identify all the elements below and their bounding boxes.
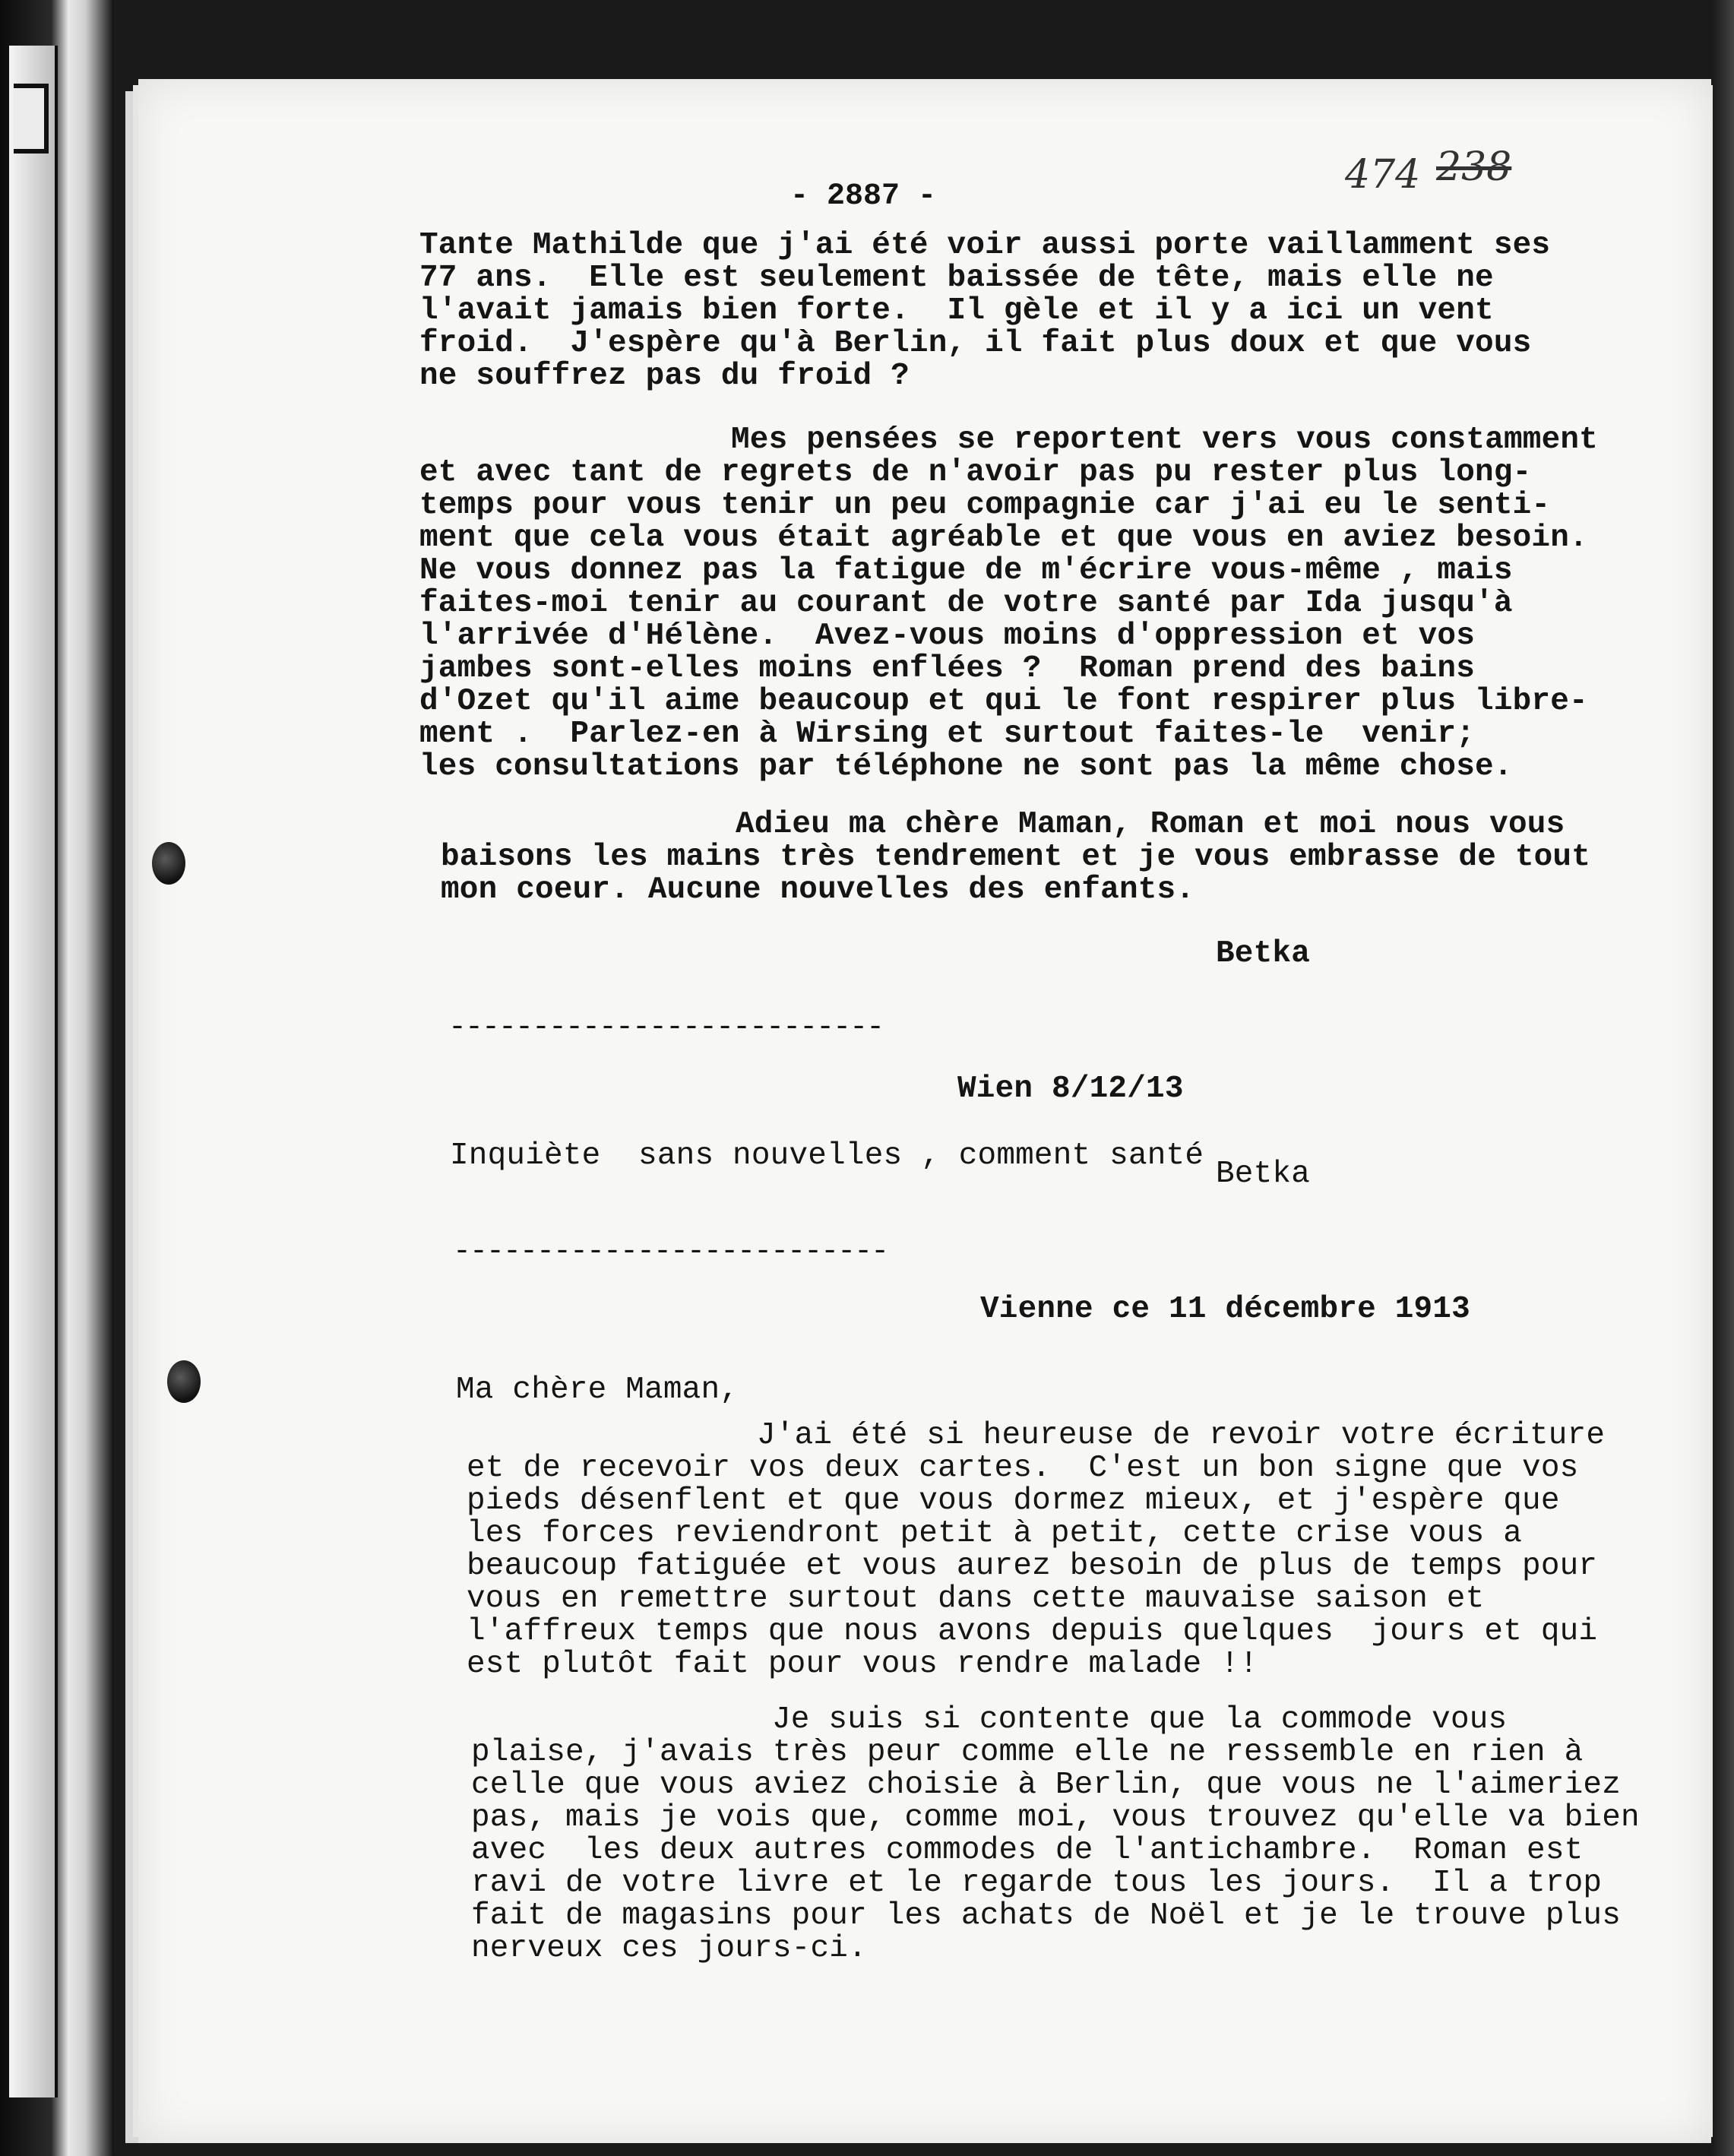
text-line: vous en remettre surtout dans cette mauvaise saison et bbox=[467, 1581, 1485, 1616]
text-line: l'arrivée d'Hélène. Avez-vous moins d'oppression et vos bbox=[419, 619, 1476, 654]
text-line: d'Ozet qu'il aime beaucoup et qui le font respirer plus libre- bbox=[419, 684, 1588, 719]
text-line: pas, mais je vois que, comme moi, vous trouvez qu'elle va bien bbox=[471, 1800, 1640, 1835]
text-line: plaise, j'avais très peur comme elle ne ressemble en rien à bbox=[471, 1735, 1584, 1770]
text-line: Ne vous donnez pas la fatigue de m'écrire vous-même , mais bbox=[419, 553, 1513, 588]
binder-strip bbox=[0, 0, 114, 2156]
separator-rule: -------------------------- bbox=[448, 1011, 884, 1045]
text-line: avec les deux autres commodes de l'antichambre. Roman est bbox=[471, 1833, 1584, 1868]
text-line: ravi de votre livre et le regarde tous les jours. Il a trop bbox=[471, 1866, 1603, 1901]
text-line: fait de magasins pour les achats de Noël et je le trouve plus bbox=[471, 1898, 1622, 1933]
text-line: J'ai été si heureuse de revoir votre écriture bbox=[757, 1418, 1606, 1453]
text-line: beaucoup fatiguée et vous aurez besoin de plus de temps pour bbox=[467, 1549, 1598, 1584]
page-number: - 2887 - bbox=[790, 179, 937, 214]
signature: Betka bbox=[1216, 936, 1311, 971]
telegram-dateline: Wien 8/12/13 bbox=[957, 1072, 1184, 1106]
letter-dateline: Vienne ce 11 décembre 1913 bbox=[980, 1292, 1470, 1327]
separator-rule: -------------------------- bbox=[453, 1235, 888, 1269]
text-line: l'avait jamais bien forte. Il gèle et il y a ici un vent bbox=[419, 293, 1494, 328]
text-line: les forces reviendront petit à petit, cette crise vous a bbox=[467, 1516, 1523, 1551]
text-line: est plutôt fait pour vous rendre malade !! bbox=[467, 1647, 1258, 1682]
text-line: faites-moi tenir au courant de votre santé par Ida jusqu'à bbox=[419, 586, 1513, 621]
salutation: Ma chère Maman, bbox=[456, 1372, 739, 1407]
text-line: Tante Mathilde que j'ai été voir aussi porte vaillamment ses bbox=[419, 228, 1551, 263]
text-line: mon coeur. Aucune nouvelles des enfants. bbox=[441, 872, 1195, 907]
telegram-message: Inquiète sans nouvelles , comment santé bbox=[450, 1138, 1204, 1173]
text-line: baisons les mains très tendrement et je vous embrasse de tout bbox=[441, 840, 1591, 875]
punch-hole bbox=[152, 842, 185, 885]
text-line: l'affreux temps que nous avons depuis quelques jours et qui bbox=[467, 1614, 1598, 1649]
text-line: ment que cela vous était agréable et que vous en aviez besoin. bbox=[419, 521, 1588, 556]
handwritten-page-number: 474 bbox=[1345, 152, 1421, 198]
scan-edge bbox=[1713, 0, 1734, 2156]
binder-clip bbox=[9, 46, 58, 2097]
text-line: pieds désenflent et que vous dormez mieux, et j'espère que bbox=[467, 1483, 1560, 1518]
text-line: Mes pensées se reportent vers vous constamment bbox=[731, 423, 1598, 457]
text-line: nerveux ces jours-ci. bbox=[471, 1931, 867, 1966]
text-line: Je suis si contente que la commode vous bbox=[772, 1702, 1508, 1737]
text-line: les consultations par téléphone ne sont pas la même chose. bbox=[419, 749, 1513, 784]
telegram-signature: Betka bbox=[1216, 1157, 1311, 1192]
text-line: jambes sont-elles moins enflées ? Roman prend des bains bbox=[419, 651, 1476, 686]
text-line: 77 ans. Elle est seulement baissée de tête, mais elle ne bbox=[419, 261, 1494, 296]
text-line: ne souffrez pas du froid ? bbox=[419, 359, 910, 394]
binder-tab bbox=[14, 84, 49, 154]
punch-hole bbox=[167, 1360, 201, 1403]
text-line: ment . Parlez-en à Wirsing et surtout faites-le venir; bbox=[419, 717, 1476, 752]
handwritten-old-page-number: 238 bbox=[1436, 144, 1512, 190]
text-line: et de recevoir vos deux cartes. C'est un bon signe que vos bbox=[467, 1451, 1579, 1486]
text-line: froid. J'espère qu'à Berlin, il fait plus doux et que vous bbox=[419, 326, 1532, 361]
text-line: et avec tant de regrets de n'avoir pas pu rester plus long- bbox=[419, 455, 1532, 490]
text-line: celle que vous aviez choisie à Berlin, que vous ne l'aimeriez bbox=[471, 1768, 1622, 1803]
text-line: temps pour vous tenir un peu compagnie car j'ai eu le senti- bbox=[419, 488, 1551, 523]
text-line: Adieu ma chère Maman, Roman et moi nous vous bbox=[736, 807, 1565, 842]
